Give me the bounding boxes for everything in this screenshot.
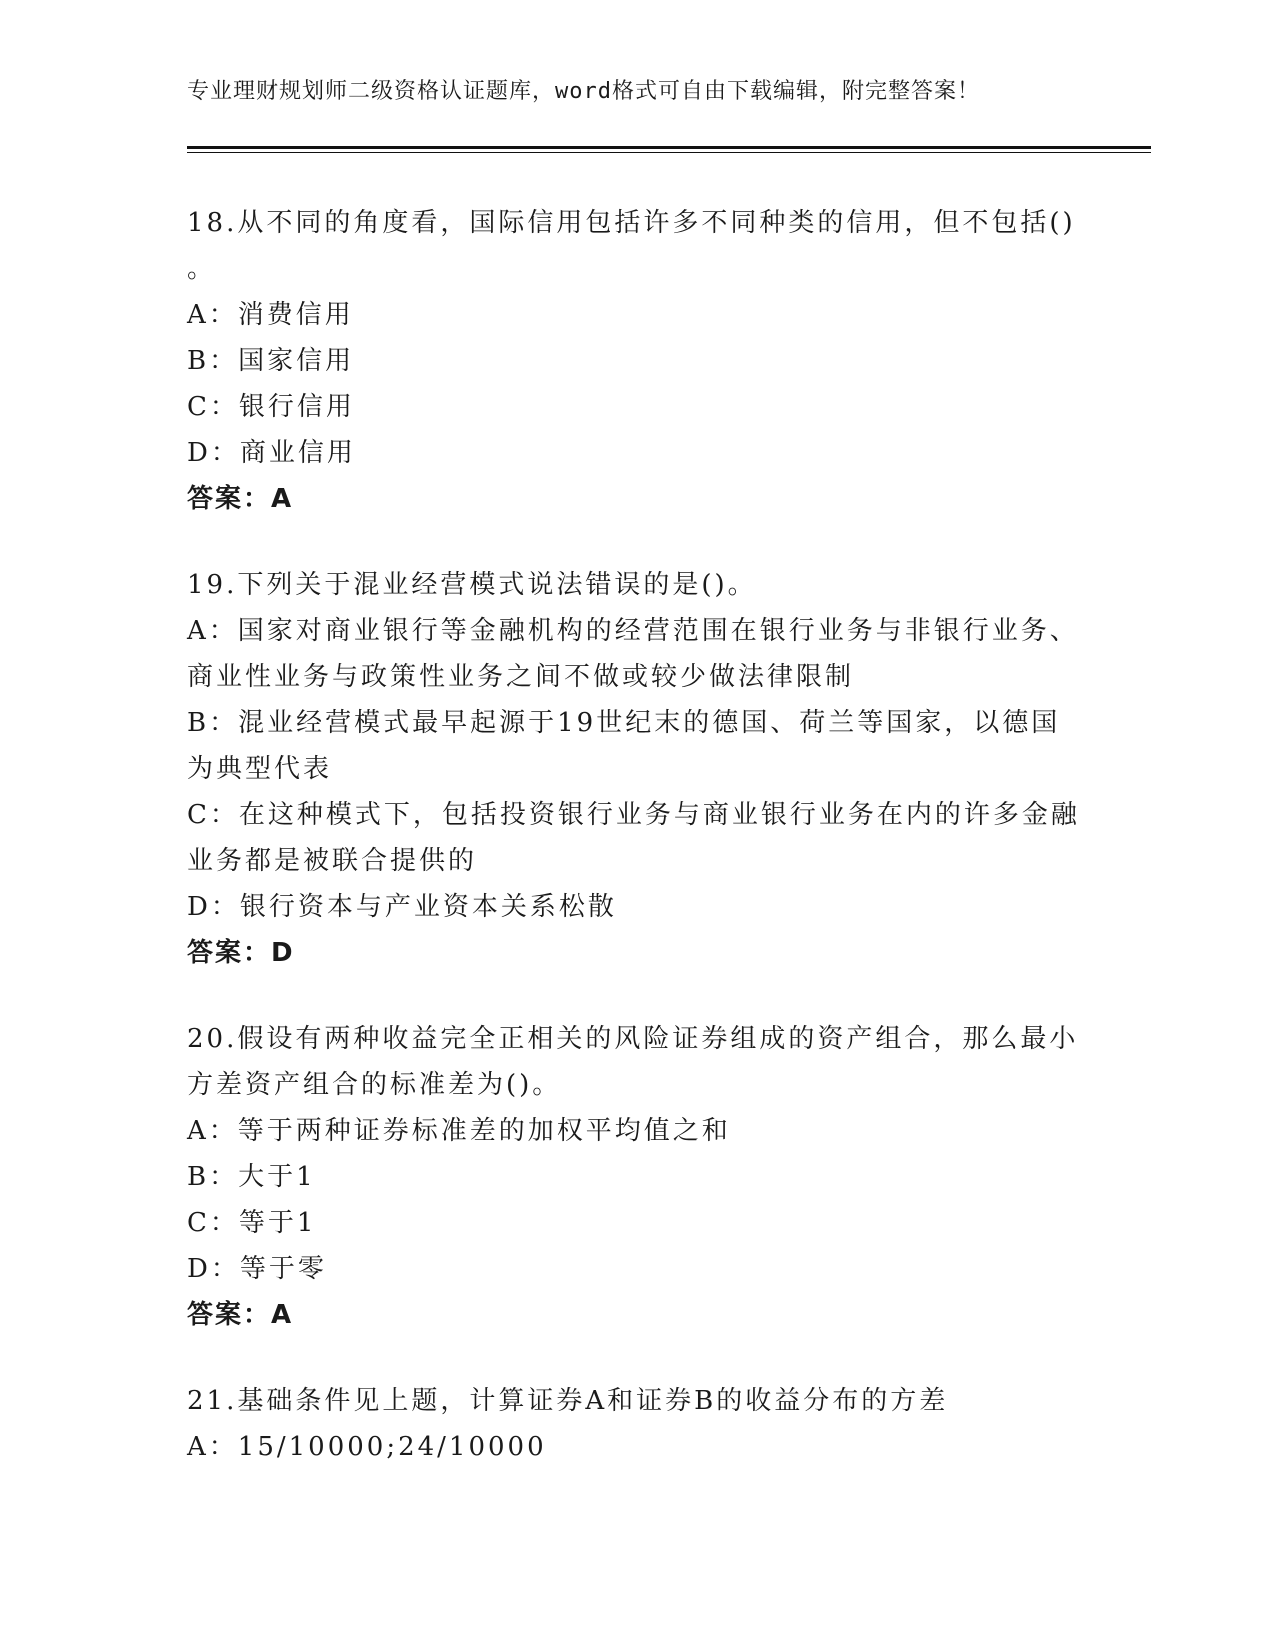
option-a: A：国家对商业银行等金融机构的经营范围在银行业务与非银行业务、 [187, 616, 1079, 646]
question-list [187, 200, 1087, 1510]
question-21 [187, 1378, 1087, 1470]
option-b: B：国家信用 [187, 346, 355, 376]
question-20 [187, 1016, 1087, 1338]
option-d: D：等于零 [187, 1254, 327, 1284]
page-header: 专业理财规划师二级资格认证题库，word格式可自由下载编辑，附完整答案！ [187, 79, 980, 104]
option-c: C：银行信用 [187, 392, 355, 422]
answer-label: 答案：A [187, 1300, 294, 1330]
question-stem: 18.从不同的角度看，国际信用包括许多不同种类的信用，但不包括() [187, 208, 1076, 238]
option-b-continued: 为典型代表 [187, 754, 333, 784]
option-c-continued: 业务都是被联合提供的 [187, 846, 478, 876]
option-d: D：商业信用 [187, 438, 356, 468]
question-19 [187, 562, 1087, 976]
header-rule-thick [187, 146, 1151, 149]
answer-label: 答案：A [187, 484, 294, 514]
option-a: A：15/10000;24/10000 [187, 1432, 547, 1462]
option-b: B：大于1 [187, 1162, 316, 1192]
answer-label: 答案：D [187, 938, 295, 968]
question-18 [187, 200, 1087, 522]
option-a: A：消费信用 [187, 300, 354, 330]
option-c: C：等于1 [187, 1208, 317, 1238]
header-rule-thin [187, 152, 1151, 153]
question-stem: 21.基础条件见上题，计算证券A和证券B的收益分布的方差 [187, 1386, 949, 1416]
question-stem-continued: 方差资产组合的标准差为()。 [187, 1070, 562, 1100]
option-c: C：在这种模式下，包括投资银行业务与商业银行业务在内的许多金融 [187, 800, 1080, 830]
question-stem: 19.下列关于混业经营模式说法错误的是()。 [187, 570, 757, 600]
option-b: B：混业经营模式最早起源于19世纪末的德国、荷兰等国家，以德国 [187, 708, 1061, 738]
option-a-continued: 商业性业务与政策性业务之间不做或较少做法律限制 [187, 662, 855, 692]
question-stem: 20.假设有两种收益完全正相关的风险证券组成的资产组合，那么最小 [187, 1024, 1079, 1054]
option-d: D：银行资本与产业资本关系松散 [187, 892, 617, 922]
option-a: A：等于两种证券标准差的加权平均值之和 [187, 1116, 731, 1146]
question-stem: 。 [187, 254, 217, 284]
